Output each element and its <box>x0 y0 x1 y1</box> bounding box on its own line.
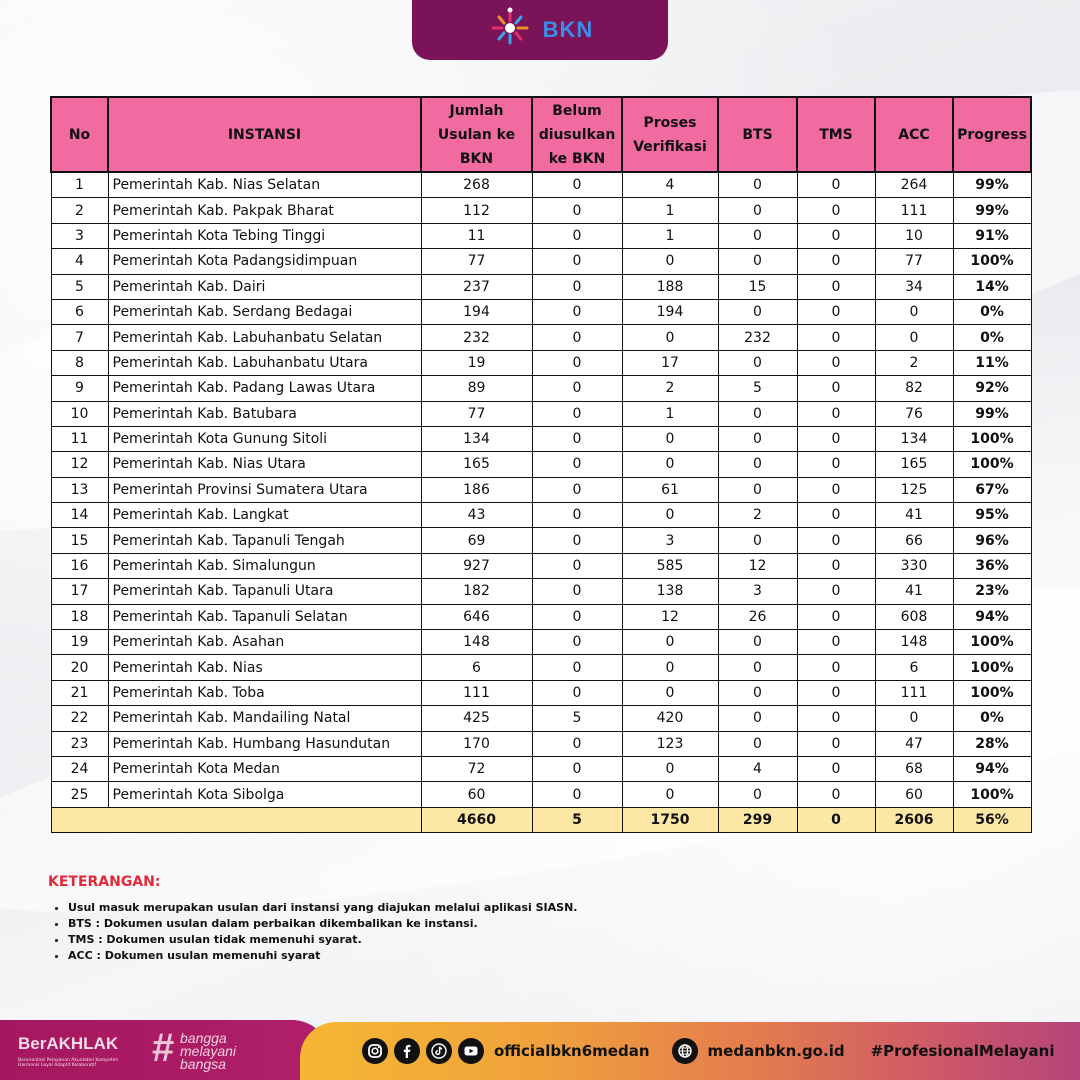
value-cell: 165 <box>421 452 532 477</box>
value-cell: 41 <box>875 503 953 528</box>
value-cell: 123 <box>622 731 718 756</box>
value-cell: 0 <box>797 604 875 629</box>
instansi-cell: Pemerintah Kab. Humbang Hasundutan <box>108 731 421 756</box>
table-row <box>51 503 1031 528</box>
value-cell: 26 <box>718 604 797 629</box>
value-cell: 10 <box>875 223 953 248</box>
table-row <box>51 477 1031 502</box>
progress-cell: 94% <box>953 604 1031 629</box>
value-cell: 0 <box>718 350 797 375</box>
note-item: • BTS : Dokumen usulan dalam perbaikan dikembalikan ke instansi. <box>68 916 948 932</box>
column-header: ACC <box>875 97 953 172</box>
table-row <box>51 350 1031 375</box>
value-cell: 68 <box>875 756 953 781</box>
column-header: TMS <box>797 97 875 172</box>
value-cell: 0 <box>718 731 797 756</box>
table-row <box>51 426 1031 451</box>
row-number-cell: 20 <box>51 655 108 680</box>
value-cell: 0 <box>797 553 875 578</box>
berakhlak-logo: BerAKHLAK <box>18 1034 119 1053</box>
instansi-cell: Pemerintah Kota Gunung Sitoli <box>108 426 421 451</box>
bkn-logo-icon <box>487 7 533 53</box>
table-row <box>51 528 1031 553</box>
value-cell: 0 <box>718 680 797 705</box>
progress-cell: 94% <box>953 756 1031 781</box>
value-cell: 15 <box>718 274 797 299</box>
table-row <box>51 553 1031 578</box>
value-cell: 0 <box>718 630 797 655</box>
note-item: • ACC : Dokumen usulan memenuhi syarat <box>68 948 948 964</box>
value-cell: 76 <box>875 401 953 426</box>
value-cell: 1 <box>622 198 718 223</box>
notes-title: KETERANGAN: <box>48 874 161 890</box>
progress-cell: 0% <box>953 299 1031 324</box>
row-number-cell: 9 <box>51 376 108 401</box>
instansi-cell: Pemerintah Kab. Tapanuli Utara <box>108 579 421 604</box>
value-cell: 0 <box>797 401 875 426</box>
row-number-cell: 18 <box>51 604 108 629</box>
youtube-icon[interactable] <box>458 1038 484 1064</box>
value-cell: 0 <box>532 630 622 655</box>
progress-cell: 92% <box>953 376 1031 401</box>
value-cell: 0 <box>532 579 622 604</box>
notes-list <box>48 900 948 964</box>
table-row <box>51 655 1031 680</box>
bangga-hash-icon: # <box>152 1026 175 1070</box>
notes-section <box>48 874 948 964</box>
instansi-cell: Pemerintah Provinsi Sumatera Utara <box>108 477 421 502</box>
value-cell: 194 <box>622 299 718 324</box>
value-cell: 0 <box>718 655 797 680</box>
note-item: • Usul masuk merupakan usulan dari instansi yang diajukan melalui aplikasi SIASN. <box>68 900 948 916</box>
value-cell: 66 <box>875 528 953 553</box>
value-cell: 0 <box>718 198 797 223</box>
value-cell: 19 <box>421 350 532 375</box>
value-cell: 77 <box>875 249 953 274</box>
progress-cell: 67% <box>953 477 1031 502</box>
value-cell: 0 <box>532 249 622 274</box>
value-cell: 0 <box>532 553 622 578</box>
table-row <box>51 198 1031 223</box>
row-number-cell: 21 <box>51 680 108 705</box>
instansi-cell: Pemerintah Kota Padangsidimpuan <box>108 249 421 274</box>
value-cell: 0 <box>622 503 718 528</box>
instansi-cell: Pemerintah Kab. Simalungun <box>108 553 421 578</box>
progress-cell: 100% <box>953 782 1031 807</box>
value-cell: 3 <box>718 579 797 604</box>
value-cell: 47 <box>875 731 953 756</box>
value-cell: 0 <box>718 401 797 426</box>
total-cell: 4660 <box>421 807 532 832</box>
value-cell: 0 <box>718 452 797 477</box>
table-row <box>51 376 1031 401</box>
progress-cell: 100% <box>953 680 1031 705</box>
facebook-icon[interactable] <box>394 1038 420 1064</box>
value-cell: 0 <box>532 426 622 451</box>
footer-social-bar <box>300 1022 1080 1080</box>
value-cell: 0 <box>797 706 875 731</box>
value-cell: 237 <box>421 274 532 299</box>
value-cell: 0 <box>797 477 875 502</box>
value-cell: 0 <box>532 503 622 528</box>
progress-cell: 96% <box>953 528 1031 553</box>
usulan-table <box>50 96 1032 833</box>
table-row <box>51 274 1031 299</box>
value-cell: 0 <box>797 452 875 477</box>
row-number-cell: 5 <box>51 274 108 299</box>
table-row <box>51 782 1031 807</box>
value-cell: 0 <box>622 426 718 451</box>
value-cell: 186 <box>421 477 532 502</box>
value-cell: 138 <box>622 579 718 604</box>
value-cell: 11 <box>421 223 532 248</box>
value-cell: 0 <box>718 426 797 451</box>
progress-cell: 100% <box>953 630 1031 655</box>
column-header: Progress <box>953 97 1031 172</box>
value-cell: 0 <box>797 376 875 401</box>
value-cell: 0 <box>718 706 797 731</box>
table-row <box>51 299 1031 324</box>
value-cell: 646 <box>421 604 532 629</box>
value-cell: 60 <box>875 782 953 807</box>
value-cell: 194 <box>421 299 532 324</box>
value-cell: 0 <box>797 325 875 350</box>
progress-cell: 100% <box>953 452 1031 477</box>
tiktok-icon[interactable] <box>426 1038 452 1064</box>
instansi-cell: Pemerintah Kab. Langkat <box>108 503 421 528</box>
berakhlak-subtitle: Berorientasi Pelayanan Akuntabel Kompeten Harmonis Loyal Adaptif Kolaboratif <box>18 1058 119 1068</box>
value-cell: 0 <box>797 198 875 223</box>
value-cell: 60 <box>421 782 532 807</box>
note-item: • TMS : Dokumen usulan tidak memenuhi syarat. <box>68 932 948 948</box>
value-cell: 148 <box>875 630 953 655</box>
value-cell: 232 <box>421 325 532 350</box>
instansi-cell: Pemerintah Kab. Labuhanbatu Utara <box>108 350 421 375</box>
value-cell: 0 <box>797 350 875 375</box>
column-header: Proses Verifikasi <box>622 97 718 172</box>
instansi-cell: Pemerintah Kab. Tapanuli Selatan <box>108 604 421 629</box>
value-cell: 0 <box>797 756 875 781</box>
value-cell: 2 <box>622 376 718 401</box>
value-cell: 0 <box>718 299 797 324</box>
row-number-cell: 11 <box>51 426 108 451</box>
row-number-cell: 3 <box>51 223 108 248</box>
value-cell: 0 <box>532 376 622 401</box>
value-cell: 0 <box>532 604 622 629</box>
social-handle-text: officialbkn6medan <box>494 1042 650 1060</box>
progress-cell: 28% <box>953 731 1031 756</box>
total-cell: 56% <box>953 807 1031 832</box>
value-cell: 148 <box>421 630 532 655</box>
row-number-cell: 1 <box>51 172 108 198</box>
column-header: Belum diusulkan ke BKN <box>532 97 622 172</box>
total-cell: 2606 <box>875 807 953 832</box>
instansi-cell: Pemerintah Kota Medan <box>108 756 421 781</box>
row-number-cell: 7 <box>51 325 108 350</box>
value-cell: 43 <box>421 503 532 528</box>
value-cell: 0 <box>532 680 622 705</box>
progress-cell: 36% <box>953 553 1031 578</box>
value-cell: 0 <box>797 528 875 553</box>
value-cell: 0 <box>622 782 718 807</box>
value-cell: 268 <box>421 172 532 198</box>
table-row <box>51 630 1031 655</box>
row-number-cell: 25 <box>51 782 108 807</box>
instansi-cell: Pemerintah Kab. Labuhanbatu Selatan <box>108 325 421 350</box>
value-cell: 69 <box>421 528 532 553</box>
value-cell: 608 <box>875 604 953 629</box>
value-cell: 0 <box>797 274 875 299</box>
value-cell: 0 <box>532 325 622 350</box>
value-cell: 0 <box>718 477 797 502</box>
value-cell: 6 <box>421 655 532 680</box>
table-row <box>51 172 1031 198</box>
value-cell: 0 <box>622 249 718 274</box>
value-cell: 111 <box>875 198 953 223</box>
table-row <box>51 579 1031 604</box>
value-cell: 5 <box>532 706 622 731</box>
column-header: BTS <box>718 97 797 172</box>
bangga-melayani-logo: bangga melayani bangsa <box>180 1030 237 1072</box>
table-row <box>51 756 1031 781</box>
instansi-cell: Pemerintah Kab. Padang Lawas Utara <box>108 376 421 401</box>
row-number-cell: 4 <box>51 249 108 274</box>
value-cell: 0 <box>532 452 622 477</box>
totals-row <box>51 807 1031 832</box>
value-cell: 330 <box>875 553 953 578</box>
instansi-cell: Pemerintah Kota Sibolga <box>108 782 421 807</box>
total-cell: 1750 <box>622 807 718 832</box>
row-number-cell: 6 <box>51 299 108 324</box>
value-cell: 5 <box>718 376 797 401</box>
instansi-cell: Pemerintah Kab. Mandailing Natal <box>108 706 421 731</box>
value-cell: 264 <box>875 172 953 198</box>
column-header: INSTANSI <box>108 97 421 172</box>
instansi-cell: Pemerintah Kab. Batubara <box>108 401 421 426</box>
progress-cell: 14% <box>953 274 1031 299</box>
value-cell: 0 <box>532 401 622 426</box>
table-row <box>51 401 1031 426</box>
value-cell: 134 <box>421 426 532 451</box>
instagram-icon[interactable] <box>362 1038 388 1064</box>
instansi-cell: Pemerintah Kota Tebing Tinggi <box>108 223 421 248</box>
total-cell: 5 <box>532 807 622 832</box>
value-cell: 0 <box>718 172 797 198</box>
value-cell: 0 <box>797 579 875 604</box>
row-number-cell: 14 <box>51 503 108 528</box>
table-row <box>51 604 1031 629</box>
value-cell: 17 <box>622 350 718 375</box>
value-cell: 188 <box>622 274 718 299</box>
value-cell: 0 <box>875 299 953 324</box>
value-cell: 232 <box>718 325 797 350</box>
progress-cell: 0% <box>953 706 1031 731</box>
progress-cell: 95% <box>953 503 1031 528</box>
value-cell: 0 <box>797 630 875 655</box>
instansi-cell: Pemerintah Kab. Tapanuli Tengah <box>108 528 421 553</box>
value-cell: 0 <box>622 655 718 680</box>
globe-icon[interactable] <box>672 1038 698 1064</box>
row-number-cell: 17 <box>51 579 108 604</box>
progress-cell: 100% <box>953 249 1031 274</box>
progress-cell: 99% <box>953 198 1031 223</box>
value-cell: 0 <box>622 630 718 655</box>
value-cell: 0 <box>622 756 718 781</box>
value-cell: 0 <box>797 731 875 756</box>
value-cell: 134 <box>875 426 953 451</box>
value-cell: 0 <box>532 274 622 299</box>
hashtag-text: #ProfesionalMelayani <box>870 1042 1055 1060</box>
row-number-cell: 15 <box>51 528 108 553</box>
value-cell: 41 <box>875 579 953 604</box>
row-number-cell: 13 <box>51 477 108 502</box>
value-cell: 12 <box>718 553 797 578</box>
value-cell: 0 <box>797 655 875 680</box>
value-cell: 6 <box>875 655 953 680</box>
value-cell: 4 <box>622 172 718 198</box>
value-cell: 0 <box>797 172 875 198</box>
progress-cell: 23% <box>953 579 1031 604</box>
column-header: No <box>51 97 108 172</box>
value-cell: 2 <box>875 350 953 375</box>
row-number-cell: 23 <box>51 731 108 756</box>
value-cell: 125 <box>875 477 953 502</box>
value-cell: 165 <box>875 452 953 477</box>
value-cell: 0 <box>718 528 797 553</box>
value-cell: 0 <box>532 350 622 375</box>
value-cell: 0 <box>797 680 875 705</box>
header-logo-tab <box>412 0 668 60</box>
progress-cell: 99% <box>953 172 1031 198</box>
value-cell: 0 <box>797 299 875 324</box>
value-cell: 425 <box>421 706 532 731</box>
value-cell: 0 <box>718 782 797 807</box>
value-cell: 77 <box>421 249 532 274</box>
value-cell: 0 <box>532 223 622 248</box>
value-cell: 12 <box>622 604 718 629</box>
progress-cell: 91% <box>953 223 1031 248</box>
row-number-cell: 19 <box>51 630 108 655</box>
table-row <box>51 325 1031 350</box>
row-number-cell: 22 <box>51 706 108 731</box>
total-cell: 0 <box>797 807 875 832</box>
value-cell: 61 <box>622 477 718 502</box>
value-cell: 0 <box>797 223 875 248</box>
value-cell: 72 <box>421 756 532 781</box>
value-cell: 0 <box>532 731 622 756</box>
row-number-cell: 12 <box>51 452 108 477</box>
column-header: Jumlah Usulan ke BKN <box>421 97 532 172</box>
value-cell: 0 <box>532 756 622 781</box>
value-cell: 0 <box>532 299 622 324</box>
value-cell: 0 <box>875 706 953 731</box>
value-cell: 111 <box>875 680 953 705</box>
value-cell: 0 <box>718 223 797 248</box>
row-number-cell: 16 <box>51 553 108 578</box>
table-row <box>51 706 1031 731</box>
value-cell: 0 <box>532 198 622 223</box>
value-cell: 0 <box>797 426 875 451</box>
value-cell: 0 <box>622 325 718 350</box>
value-cell: 77 <box>421 401 532 426</box>
totals-label-cell <box>51 807 421 832</box>
value-cell: 1 <box>622 223 718 248</box>
table-row <box>51 731 1031 756</box>
instansi-cell: Pemerintah Kab. Dairi <box>108 274 421 299</box>
value-cell: 0 <box>532 782 622 807</box>
value-cell: 0 <box>797 503 875 528</box>
value-cell: 0 <box>532 477 622 502</box>
instansi-cell: Pemerintah Kab. Toba <box>108 680 421 705</box>
row-number-cell: 8 <box>51 350 108 375</box>
table-row <box>51 452 1031 477</box>
value-cell: 0 <box>875 325 953 350</box>
value-cell: 0 <box>718 249 797 274</box>
row-number-cell: 2 <box>51 198 108 223</box>
value-cell: 0 <box>797 782 875 807</box>
instansi-cell: Pemerintah Kab. Nias <box>108 655 421 680</box>
value-cell: 420 <box>622 706 718 731</box>
value-cell: 1 <box>622 401 718 426</box>
table-header-row <box>51 97 1031 172</box>
value-cell: 0 <box>532 528 622 553</box>
progress-cell: 100% <box>953 426 1031 451</box>
table-row <box>51 680 1031 705</box>
value-cell: 3 <box>622 528 718 553</box>
instansi-cell: Pemerintah Kab. Nias Utara <box>108 452 421 477</box>
row-number-cell: 24 <box>51 756 108 781</box>
table-row <box>51 223 1031 248</box>
value-cell: 4 <box>718 756 797 781</box>
progress-cell: 100% <box>953 655 1031 680</box>
progress-cell: 0% <box>953 325 1031 350</box>
instansi-cell: Pemerintah Kab. Nias Selatan <box>108 172 421 198</box>
value-cell: 927 <box>421 553 532 578</box>
instansi-cell: Pemerintah Kab. Pakpak Bharat <box>108 198 421 223</box>
value-cell: 0 <box>622 680 718 705</box>
value-cell: 170 <box>421 731 532 756</box>
value-cell: 0 <box>622 452 718 477</box>
value-cell: 585 <box>622 553 718 578</box>
table-row <box>51 249 1031 274</box>
value-cell: 89 <box>421 376 532 401</box>
value-cell: 111 <box>421 680 532 705</box>
row-number-cell: 10 <box>51 401 108 426</box>
instansi-cell: Pemerintah Kab. Asahan <box>108 630 421 655</box>
value-cell: 0 <box>532 655 622 680</box>
value-cell: 0 <box>532 172 622 198</box>
value-cell: 182 <box>421 579 532 604</box>
total-cell: 299 <box>718 807 797 832</box>
value-cell: 2 <box>718 503 797 528</box>
value-cell: 0 <box>797 249 875 274</box>
website-link[interactable]: medanbkn.go.id <box>707 1042 845 1060</box>
value-cell: 112 <box>421 198 532 223</box>
progress-cell: 99% <box>953 401 1031 426</box>
value-cell: 82 <box>875 376 953 401</box>
instansi-cell: Pemerintah Kab. Serdang Bedagai <box>108 299 421 324</box>
progress-cell: 11% <box>953 350 1031 375</box>
bkn-logo-text: BKN <box>542 17 594 42</box>
value-cell: 34 <box>875 274 953 299</box>
